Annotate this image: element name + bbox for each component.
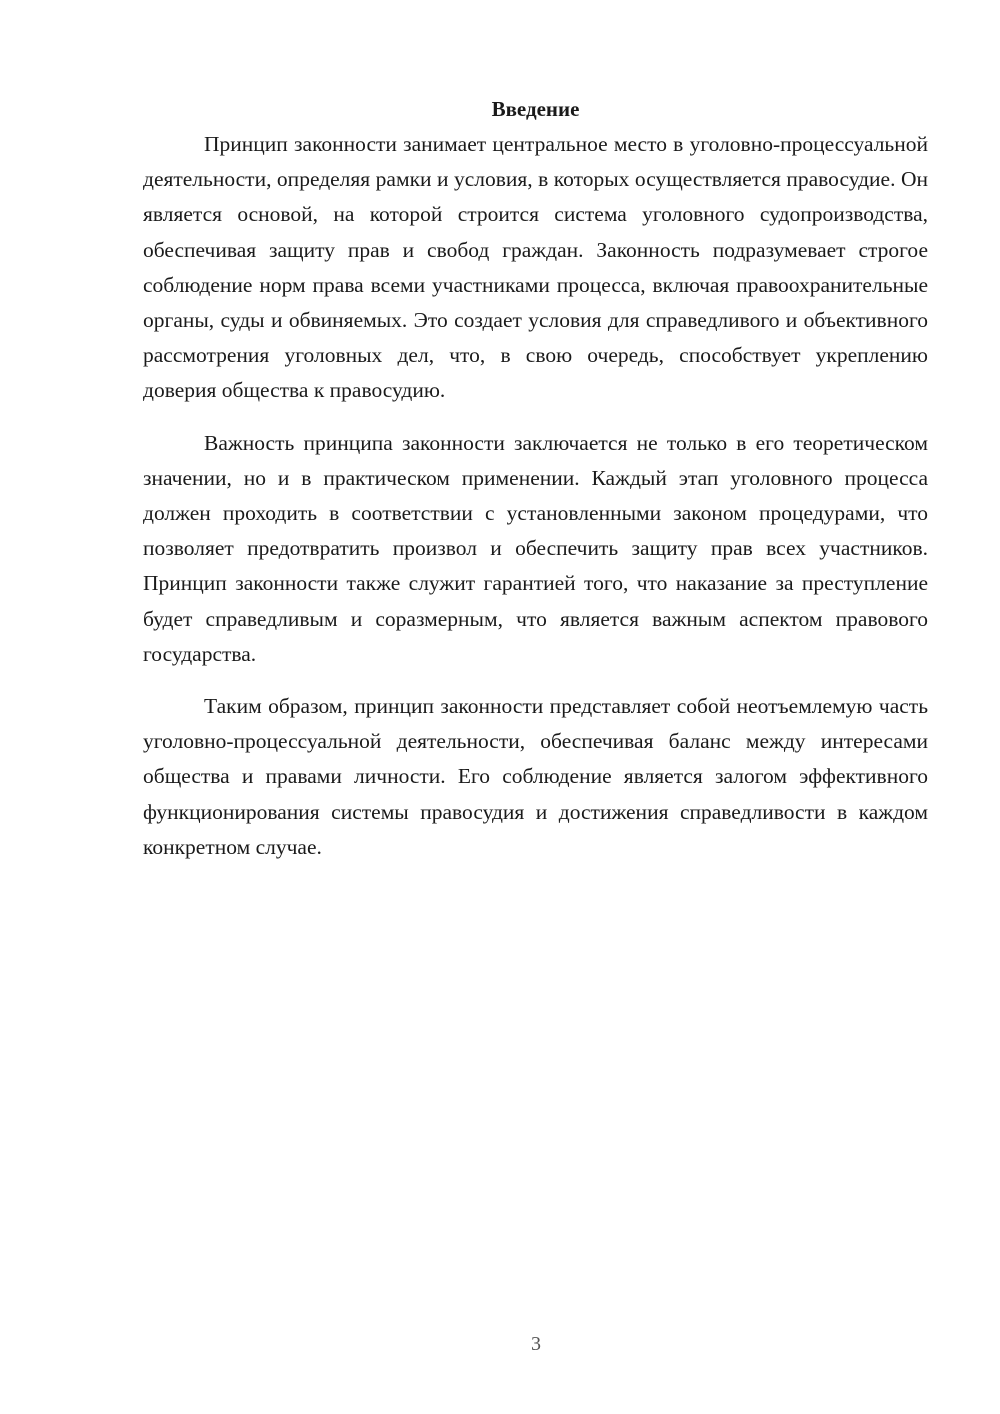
page-content — [143, 92, 928, 882]
paragraph-2: Важность принципа законности заключается не только в его теоретическом значении, но и в практическом применении. Каждый этап уголовного процесса должен проходить в соответствии с установленными законом процедурами, что позволяет предотвратить произвол и обеспечить защиту прав всех участников. Принцип законности также служит гарантией того, что наказание за преступление будет справедливым и соразмерным, что является важным аспектом правового государства. — [143, 430, 928, 666]
paragraph-1: Принцип законности занимает центральное место в уголовно-процессуальной деятельности, определяя рамки и условия, в которых осуществляется правосудие. Он является основой, на которой строится система уголовного судопроизводства, обеспечивая защиту прав и свобод граждан. Законность подразумевает строгое соблюдение норм права всеми участниками процесса, включая правоохранительные органы, суды и обвиняемых. Это создает условия для справедливого и объективного рассмотрения уголовных дел, что, в свою очередь, способствует укреплению доверия общества к правосудию. — [143, 132, 928, 403]
paragraph-3: Таким образом, принцип законности представляет собой неотъемлемую часть уголовно-процессуальной деятельности, обеспечивая баланс между интересами общества и правами личности. Его соблюдение является залогом эффективного функционирования системы правосудия и достижения справедливости в каждом конкретном случае. — [143, 694, 928, 859]
section-heading: Введение — [491, 97, 580, 121]
page-number: 3 — [531, 1333, 541, 1355]
